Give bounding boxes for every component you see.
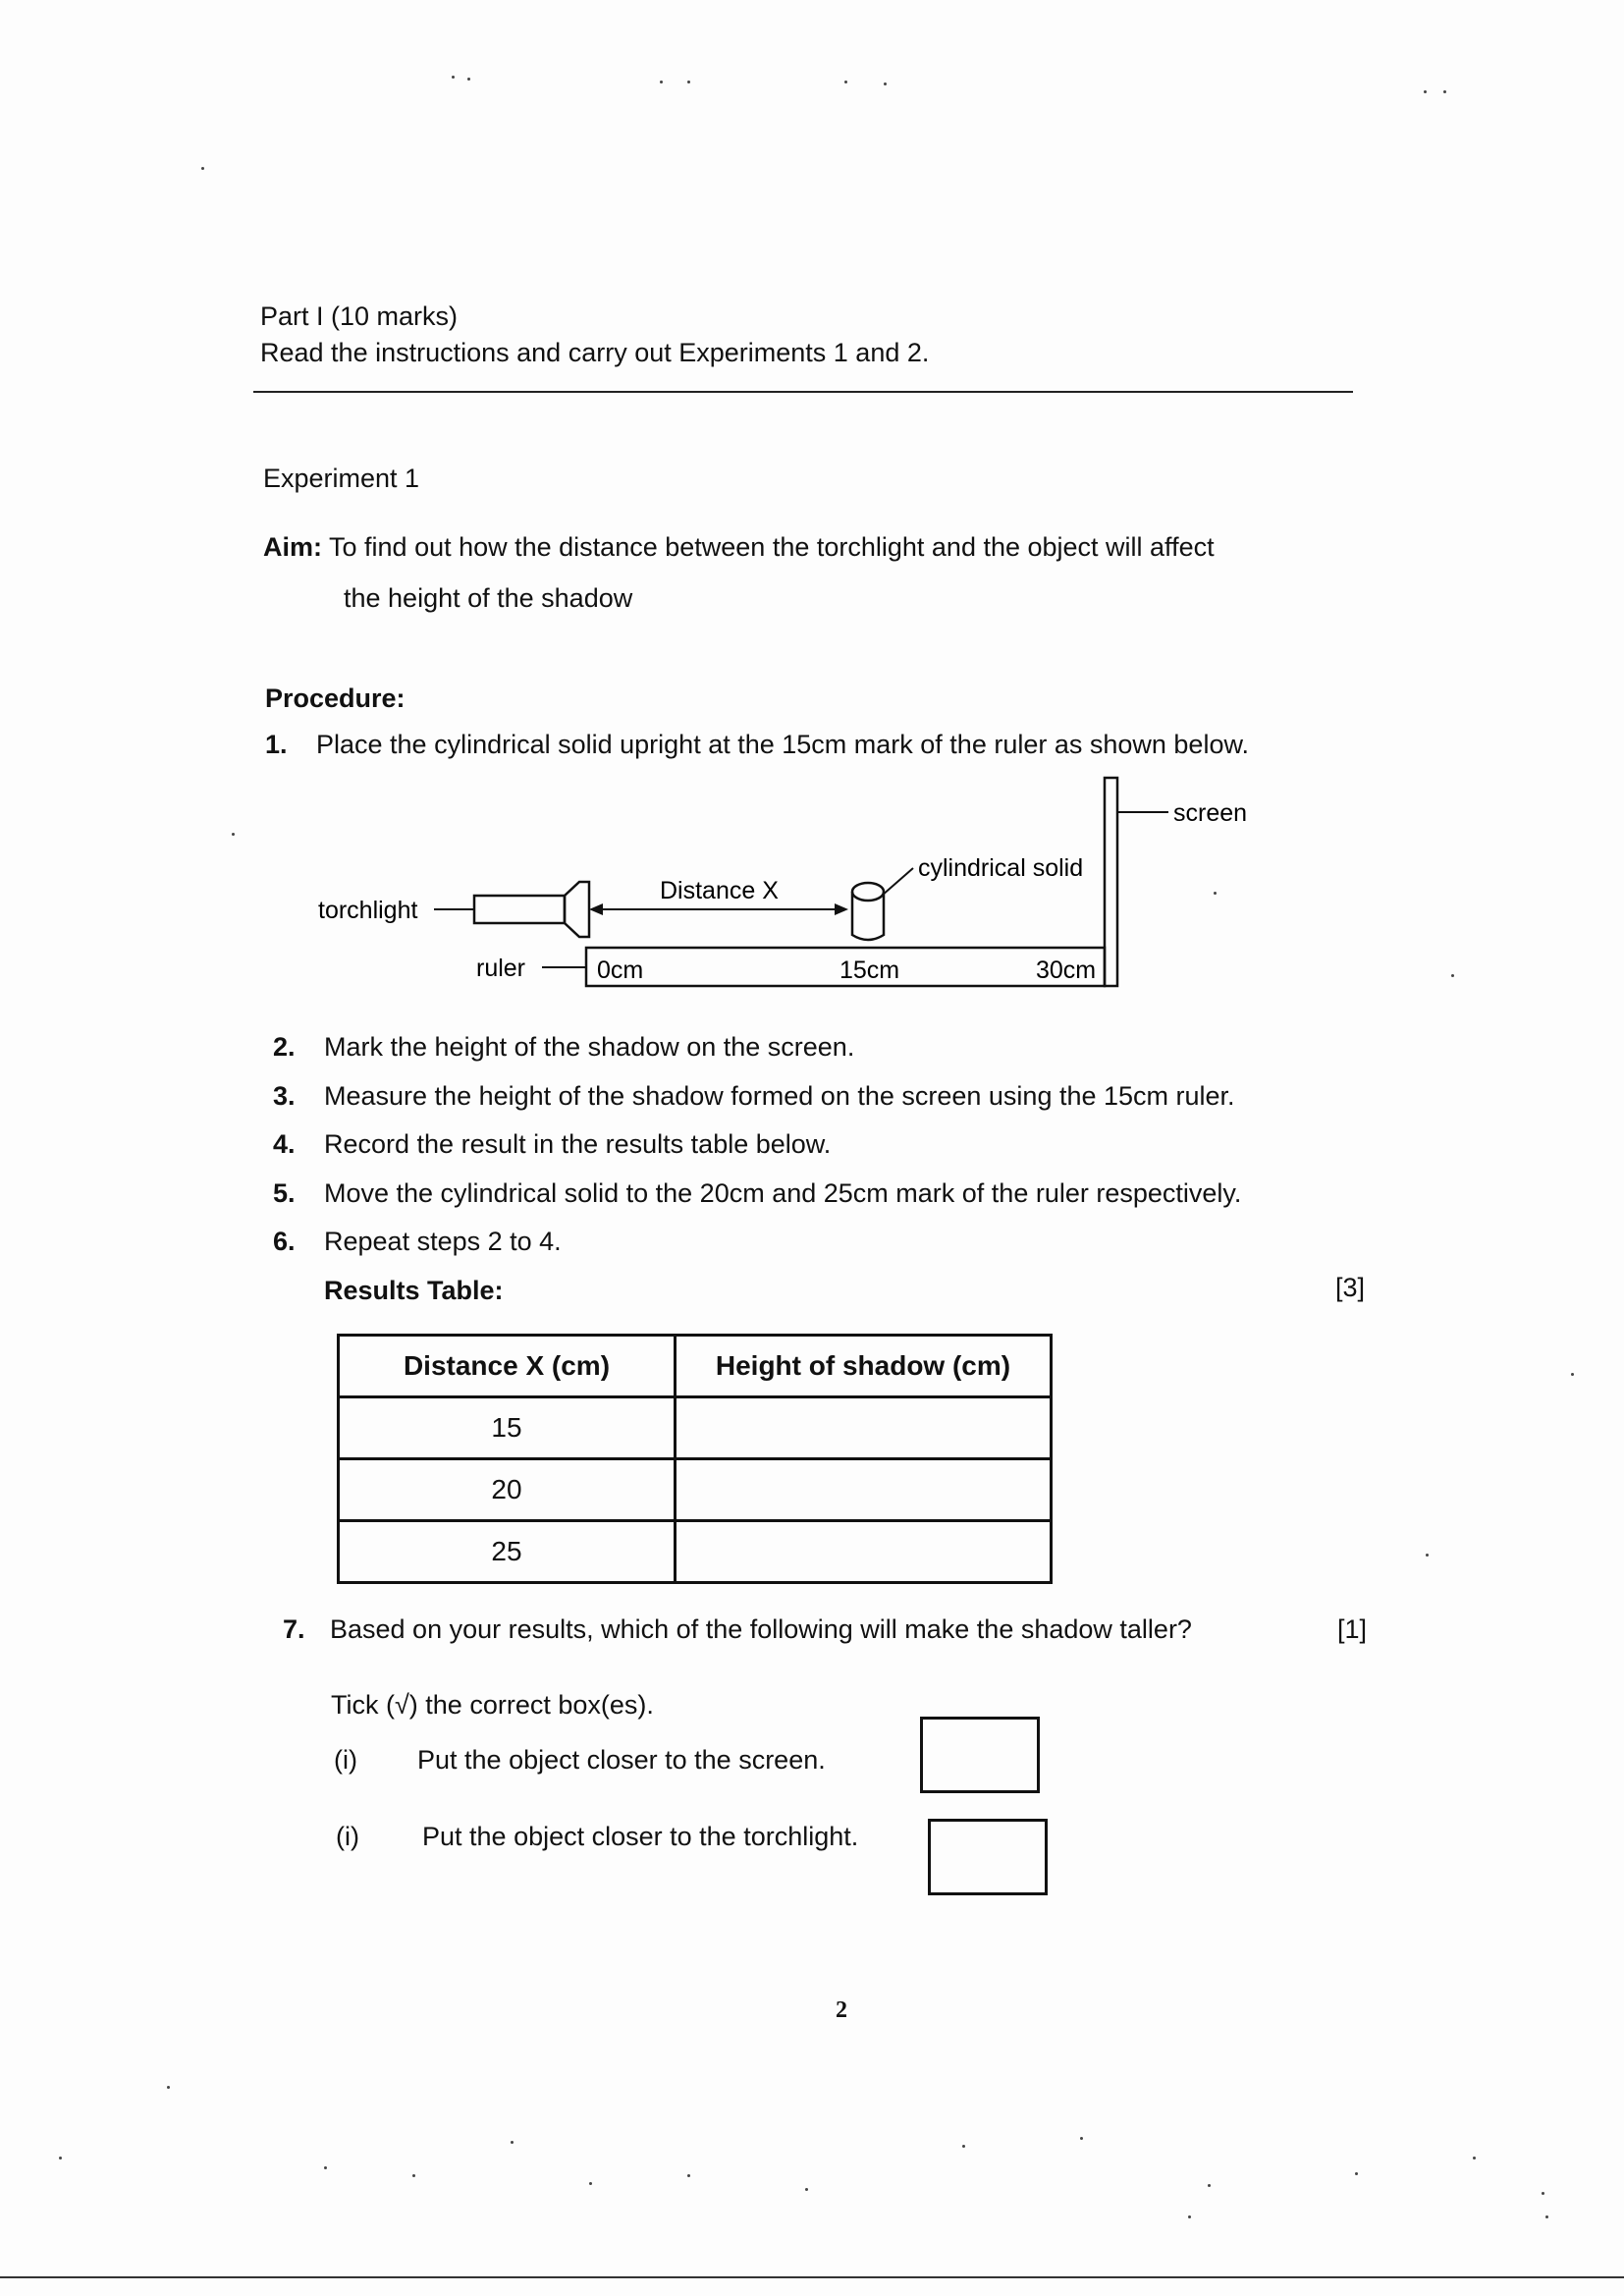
aim-text-line1: To find out how the distance between the torchlight and the object will affect bbox=[329, 532, 1215, 562]
step-number: 5. bbox=[273, 1178, 296, 1208]
procedure-step-3 bbox=[273, 1081, 1235, 1112]
question-7-marks: [1] bbox=[1337, 1614, 1368, 1644]
tick-instruction: Tick (√) the correct box(es). bbox=[331, 1690, 654, 1720]
table-row bbox=[339, 1521, 1052, 1583]
step-number: 6. bbox=[273, 1227, 296, 1256]
procedure-heading: Procedure: bbox=[265, 683, 406, 713]
height-cell[interactable] bbox=[676, 1459, 1052, 1521]
results-table bbox=[337, 1334, 1053, 1584]
cylinder-top bbox=[852, 883, 884, 901]
step-text: Repeat steps 2 to 4. bbox=[324, 1227, 562, 1256]
torch-head bbox=[565, 882, 589, 937]
distance-arrowhead-left bbox=[589, 903, 603, 915]
column-header-distance: Distance X (cm) bbox=[339, 1336, 676, 1397]
step-number: 4. bbox=[273, 1129, 296, 1159]
ruler-mark-30: 30cm bbox=[1036, 957, 1097, 984]
page-number: 2 bbox=[836, 1997, 847, 2023]
option-2-text: Put the object closer to the torchlight. bbox=[422, 1822, 859, 1851]
ruler-label: ruler bbox=[476, 955, 526, 982]
instructions: Read the instructions and carry out Experiments 1 and 2. bbox=[260, 338, 930, 367]
step-text: Mark the height of the shadow on the screen. bbox=[324, 1032, 855, 1062]
option-2-label: (i) bbox=[336, 1822, 359, 1851]
distance-cell: 20 bbox=[339, 1459, 676, 1521]
procedure-step-5 bbox=[273, 1178, 1241, 1209]
header-divider bbox=[253, 391, 1353, 393]
question-text: Based on your results, which of the following will make the shadow taller? bbox=[330, 1614, 1192, 1644]
torch-label: torchlight bbox=[318, 897, 418, 924]
step-text: Record the result in the results table below. bbox=[324, 1129, 832, 1159]
table-row bbox=[339, 1397, 1052, 1459]
column-header-height: Height of shadow (cm) bbox=[676, 1336, 1052, 1397]
page-bottom-edge bbox=[0, 2276, 1624, 2278]
step-number: 1. bbox=[265, 730, 288, 759]
step-number: 3. bbox=[273, 1081, 296, 1111]
height-cell[interactable] bbox=[676, 1521, 1052, 1583]
distance-cell: 25 bbox=[339, 1521, 676, 1583]
step-text: Place the cylindrical solid upright at the 15cm mark of the ruler as shown below. bbox=[316, 730, 1249, 759]
distance-arrowhead-right bbox=[835, 903, 848, 915]
step-text: Measure the height of the shadow formed on the screen using the 15cm ruler. bbox=[324, 1081, 1235, 1111]
apparatus-diagram bbox=[295, 766, 1276, 1002]
ruler-mark-0: 0cm bbox=[597, 957, 644, 984]
results-table-title: Results Table: bbox=[324, 1276, 504, 1305]
table-header-row bbox=[339, 1336, 1052, 1397]
torch-body bbox=[474, 896, 565, 923]
screen-board bbox=[1105, 778, 1117, 986]
table-row bbox=[339, 1459, 1052, 1521]
procedure-step-1 bbox=[265, 730, 1249, 760]
option-1-text: Put the object closer to the screen. bbox=[417, 1745, 826, 1775]
option-1-tick-box[interactable] bbox=[920, 1717, 1040, 1793]
aim-line1 bbox=[263, 532, 1215, 563]
option-2-tick-box[interactable] bbox=[928, 1819, 1048, 1895]
question-number: 7. bbox=[283, 1614, 305, 1644]
procedure-step-6 bbox=[273, 1227, 562, 1257]
screen-label: screen bbox=[1173, 799, 1248, 827]
procedure-step-4 bbox=[273, 1129, 831, 1160]
step-number: 2. bbox=[273, 1032, 296, 1062]
height-cell[interactable] bbox=[676, 1397, 1052, 1459]
results-marks: [3] bbox=[1335, 1273, 1366, 1302]
step-text: Move the cylindrical solid to the 20cm and 25cm mark of the ruler respectively. bbox=[324, 1178, 1242, 1208]
aim-label: Aim: bbox=[263, 532, 322, 562]
solid-label: cylindrical solid bbox=[918, 854, 1084, 882]
ruler-mark-15: 15cm bbox=[839, 957, 900, 984]
option-1-label: (i) bbox=[334, 1745, 357, 1775]
distance-cell: 15 bbox=[339, 1397, 676, 1459]
solid-leader-line bbox=[882, 868, 913, 896]
experiment-title: Experiment 1 bbox=[263, 464, 420, 493]
distance-label: Distance X bbox=[660, 877, 779, 904]
aim-text-line2: the height of the shadow bbox=[344, 583, 633, 613]
question-7 bbox=[283, 1614, 1192, 1645]
part-title: Part I (10 marks) bbox=[260, 301, 459, 331]
procedure-step-2 bbox=[273, 1032, 854, 1063]
